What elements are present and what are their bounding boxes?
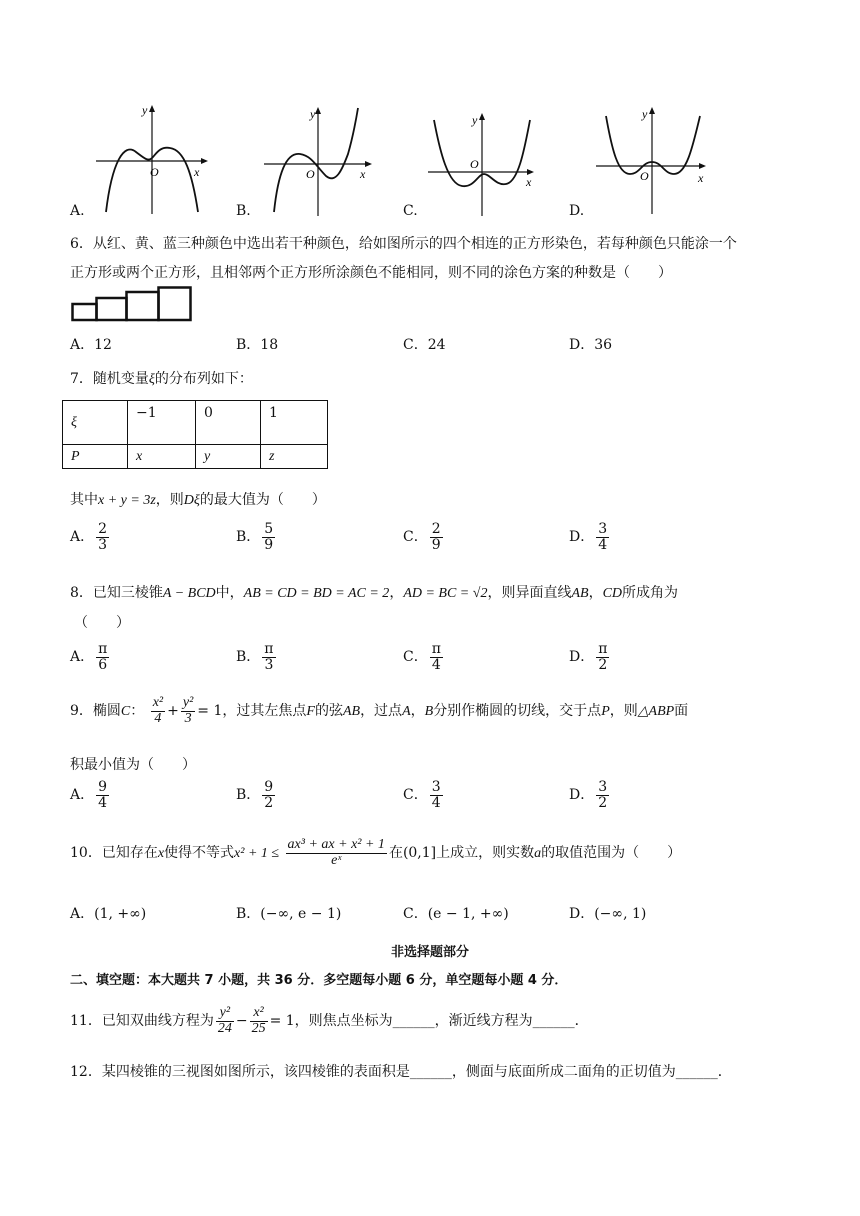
q7-option-d: D． $\frac{3}{4}$ <box>569 521 608 553</box>
table-cell: z <box>261 445 328 469</box>
q5-graph-b <box>262 104 377 219</box>
q10-option-d: D．(−∞, 1) <box>569 906 647 922</box>
q5-option-b-label: B. <box>236 203 251 219</box>
x-axis-label: x <box>194 165 200 179</box>
table-cell: y <box>196 445 261 469</box>
q8-option-a: A． $\frac{\pi}{6}$ <box>70 641 108 673</box>
section-title: 非选择题部分 <box>390 945 469 960</box>
q6-option-b: B．18 <box>236 337 279 353</box>
q6-stem-line1: 6．从红、黄、蓝三种颜色中选出若干种颜色，给如图所示的四个相连的正方形染色，若每种颜色只能涂一个 <box>70 236 737 252</box>
origin-label: O <box>150 165 159 179</box>
origin-label: O <box>470 157 479 171</box>
q6-option-a: A．12 <box>70 337 112 353</box>
q11-stem: 11．已知双曲线方程为 $\frac{\text{y²}}{24}$ − $\frac{\text{x²}}{25}$ = 1，则焦点坐标为______，渐近线方程为______． <box>70 1005 589 1036</box>
table-cell: ξ <box>63 401 128 445</box>
x-axis-label: x <box>698 171 704 185</box>
table-cell: 1 <box>261 401 328 445</box>
origin-label: O <box>640 169 649 183</box>
q7-option-b: B． $\frac{5}{9}$ <box>236 521 274 553</box>
q5-graph-d <box>594 106 714 218</box>
q9-option-a: A． $\frac{9}{4}$ <box>70 779 108 811</box>
q5-option-c-label: C. <box>403 203 418 219</box>
x-axis-label: x <box>526 175 532 189</box>
q10-option-a: A．(1, +∞) <box>70 906 147 922</box>
q9-option-c: C． $\frac{3}{4}$ <box>403 779 441 811</box>
table-cell: 0 <box>196 401 261 445</box>
q5-option-d-label: D. <box>569 203 585 219</box>
q6-option-d: D．36 <box>569 337 613 353</box>
q7-option-a: A． $\frac{2}{3}$ <box>70 521 108 553</box>
table-row <box>63 401 328 445</box>
q6-squares-figure <box>71 286 193 322</box>
table-cell: P <box>63 445 128 469</box>
y-axis-label: y <box>472 113 478 127</box>
q6-stem-line2: 正方形或两个正方形，且相邻两个正方形所涂颜色不能相同，则不同的涂色方案的种数是（ ） <box>70 265 672 281</box>
q8-stem-line2: （ ） <box>74 615 130 631</box>
table-cell: x <box>128 445 196 469</box>
q10-option-c: C．(e − 1, +∞) <box>403 906 509 922</box>
q6-option-c: C．24 <box>403 337 446 353</box>
table-cell: −1 <box>128 401 196 445</box>
q9-stem-line1: 9．椭圆C： $\frac{\text{x²}}{4}$ + $\frac{\text{y²}}{3}$ = 1，过其左焦点F的弦AB，过点A，B分别作椭圆的切线，交于点P，则△ABP面 <box>70 695 689 726</box>
q5-graph-a <box>94 102 214 217</box>
q12-stem: 12．某四棱锥的三视图如图所示，该四棱锥的表面积是______，侧面与底面所成二面角的正切值为______． <box>70 1064 732 1080</box>
q9-option-d: D． $\frac{3}{2}$ <box>569 779 608 811</box>
q5-option-a-label: A. <box>70 203 85 219</box>
y-axis-label: y <box>642 107 648 121</box>
q8-option-c: C． $\frac{\pi}{4}$ <box>403 641 441 673</box>
q10-option-b: B．(−∞, e − 1) <box>236 906 342 922</box>
q7-distribution-table <box>62 400 328 469</box>
q7-option-c: C． $\frac{2}{9}$ <box>403 521 441 553</box>
q9-stem-line2: 积最小值为（ ） <box>70 757 196 773</box>
table-row <box>63 445 328 469</box>
q10-stem: 10．已知存在x使得不等式x² + 1 ≤ $\frac{\text{ax³ + ax + x² + 1}}{\text{eˣ}}$ 在(0,1]上成立，则实数a的取值范围为（ ） <box>70 837 682 868</box>
origin-label: O <box>306 167 315 181</box>
q5-graph-c <box>426 112 541 220</box>
q7-stem: 7．随机变量ξ的分布列如下： <box>70 371 253 387</box>
q8-stem-line1: 8．已知三棱锥A − BCD中，AB = CD = BD = AC = 2，AD = BC = √2，则异面直线AB，CD所成角为 <box>70 585 679 601</box>
y-axis-label: y <box>142 103 148 117</box>
y-axis-label: y <box>310 107 316 121</box>
q8-option-b: B． $\frac{\pi}{3}$ <box>236 641 274 673</box>
section2-header: 二、填空题：本大题共 7 小题，共 36 分．多空题每小题 6 分，单空题每小题 4 分． <box>70 973 568 988</box>
q8-option-d: D． $\frac{\pi}{2}$ <box>569 641 608 673</box>
x-axis-label: x <box>360 167 366 181</box>
q7-condition: 其中x + y = 3z，则Dξ的最大值为（ ） <box>70 492 326 508</box>
q9-option-b: B． $\frac{9}{2}$ <box>236 779 274 811</box>
